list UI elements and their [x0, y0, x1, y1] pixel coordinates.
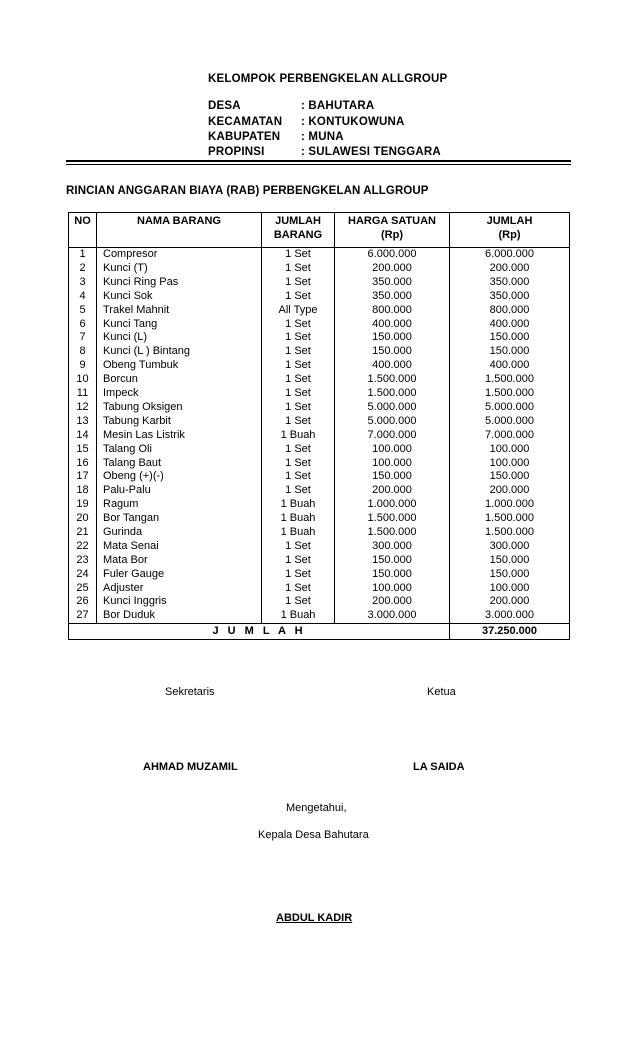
- cell-no: 25: [69, 581, 97, 595]
- cell-jumlah-rp: 150.000: [450, 554, 570, 568]
- sekretaris-role: Sekretaris: [165, 686, 215, 698]
- cell-harga-satuan: 150.000: [335, 567, 450, 581]
- cell-jumlah-rp: 1.500.000: [450, 373, 570, 387]
- cell-jumlah-barang: 1 Set: [262, 276, 335, 290]
- mengetahui-label: Mengetahui,: [286, 802, 347, 814]
- cell-harga-satuan: 200.000: [335, 595, 450, 609]
- cell-nama-barang: Fuler Gauge: [97, 567, 262, 581]
- table-row: [69, 442, 570, 456]
- ketua-name: LA SAIDA: [413, 761, 465, 773]
- cell-no: 2: [69, 262, 97, 276]
- cell-no: 27: [69, 609, 97, 623]
- table-row: [69, 276, 570, 290]
- cell-jumlah-barang: 1 Set: [262, 581, 335, 595]
- table-total-row: [69, 624, 570, 640]
- cell-no: 13: [69, 415, 97, 429]
- header-label: KECAMATAN: [208, 116, 283, 128]
- cell-harga-satuan: 100.000: [335, 456, 450, 470]
- cell-harga-satuan: 6.000.000: [335, 248, 450, 262]
- cell-nama-barang: Adjuster: [97, 581, 262, 595]
- table-row: [69, 248, 570, 262]
- cell-harga-satuan: 1.000.000: [335, 498, 450, 512]
- cell-jumlah-barang: 1 Set: [262, 317, 335, 331]
- cell-no: 9: [69, 359, 97, 373]
- cell-jumlah-rp: 1.500.000: [450, 512, 570, 526]
- table-row: [69, 540, 570, 554]
- cell-no: 3: [69, 276, 97, 290]
- cell-harga-satuan: 1.500.000: [335, 512, 450, 526]
- cell-nama-barang: Kunci (L ) Bintang: [97, 345, 262, 359]
- cell-jumlah-rp: 3.000.000: [450, 609, 570, 623]
- header-row-kabupaten: [208, 131, 344, 143]
- cell-jumlah-barang: 1 Buah: [262, 609, 335, 623]
- cell-harga-satuan: 150.000: [335, 345, 450, 359]
- cell-nama-barang: Trakel Mahnit: [97, 304, 262, 318]
- cell-jumlah-rp: 150.000: [450, 470, 570, 484]
- cell-harga-satuan: 100.000: [335, 442, 450, 456]
- table-row: [69, 304, 570, 318]
- cell-harga-satuan: 350.000: [335, 290, 450, 304]
- cell-jumlah-barang: 1 Buah: [262, 498, 335, 512]
- cell-jumlah-rp: 6.000.000: [450, 248, 570, 262]
- table-row: [69, 359, 570, 373]
- cell-jumlah-barang: 1 Set: [262, 373, 335, 387]
- cell-nama-barang: Mesin Las Listrik: [97, 429, 262, 443]
- cell-no: 24: [69, 567, 97, 581]
- ketua-role: Ketua: [427, 686, 456, 698]
- cell-jumlah-rp: 100.000: [450, 581, 570, 595]
- cell-no: 14: [69, 429, 97, 443]
- cell-jumlah-rp: 200.000: [450, 595, 570, 609]
- cell-no: 19: [69, 498, 97, 512]
- cell-jumlah-barang: 1 Set: [262, 345, 335, 359]
- cell-nama-barang: Ragum: [97, 498, 262, 512]
- header-divider-thin: [66, 164, 571, 165]
- table-row: [69, 554, 570, 568]
- table-row: [69, 317, 570, 331]
- cell-no: 7: [69, 331, 97, 345]
- cell-no: 22: [69, 540, 97, 554]
- cell-harga-satuan: 5.000.000: [335, 415, 450, 429]
- cell-nama-barang: Tabung Karbit: [97, 415, 262, 429]
- cell-jumlah-rp: 5.000.000: [450, 401, 570, 415]
- table-row: [69, 415, 570, 429]
- cell-no: 20: [69, 512, 97, 526]
- cell-jumlah-barang: 1 Set: [262, 415, 335, 429]
- header-divider-thick: [66, 160, 571, 162]
- cell-nama-barang: Mata Bor: [97, 554, 262, 568]
- col-header-no: NO: [69, 213, 97, 248]
- cell-nama-barang: Kunci Sok: [97, 290, 262, 304]
- cell-no: 4: [69, 290, 97, 304]
- kepala-desa-role: Kepala Desa Bahutara: [258, 829, 369, 841]
- table-row: [69, 526, 570, 540]
- cell-nama-barang: Kunci (T): [97, 262, 262, 276]
- cell-jumlah-rp: 150.000: [450, 345, 570, 359]
- cell-jumlah-rp: 100.000: [450, 442, 570, 456]
- cell-jumlah-rp: 200.000: [450, 262, 570, 276]
- cell-jumlah-barang: 1 Set: [262, 484, 335, 498]
- kepala-desa-name: ABDUL KADIR: [276, 912, 353, 924]
- cell-no: 26: [69, 595, 97, 609]
- cell-nama-barang: Kunci Tang: [97, 317, 262, 331]
- cell-nama-barang: Impeck: [97, 387, 262, 401]
- header-value: : SULAWESI TENGGARA: [301, 146, 441, 158]
- table-row: [69, 401, 570, 415]
- cell-jumlah-rp: 200.000: [450, 484, 570, 498]
- cell-jumlah-barang: 1 Set: [262, 401, 335, 415]
- cell-no: 12: [69, 401, 97, 415]
- cell-jumlah-barang: 1 Set: [262, 456, 335, 470]
- cell-no: 10: [69, 373, 97, 387]
- header-label: KABUPATEN: [208, 131, 281, 143]
- cell-harga-satuan: 150.000: [335, 331, 450, 345]
- cell-harga-satuan: 800.000: [335, 304, 450, 318]
- cell-nama-barang: Talang Baut: [97, 456, 262, 470]
- table-row: [69, 262, 570, 276]
- cell-harga-satuan: 1.500.000: [335, 526, 450, 540]
- header-row-desa: [208, 100, 374, 112]
- cell-nama-barang: Palu-Palu: [97, 484, 262, 498]
- cell-harga-satuan: 150.000: [335, 554, 450, 568]
- cell-jumlah-rp: 800.000: [450, 304, 570, 318]
- table-row: [69, 595, 570, 609]
- cell-nama-barang: Talang Oli: [97, 442, 262, 456]
- header-label: DESA: [208, 100, 241, 112]
- cell-no: 8: [69, 345, 97, 359]
- cell-harga-satuan: 200.000: [335, 262, 450, 276]
- cell-harga-satuan: 300.000: [335, 540, 450, 554]
- cell-jumlah-barang: 1 Set: [262, 248, 335, 262]
- col-header-nama: NAMA BARANG: [97, 213, 262, 248]
- cell-nama-barang: Obeng (+)(-): [97, 470, 262, 484]
- cell-jumlah-rp: 7.000.000: [450, 429, 570, 443]
- table-row: [69, 512, 570, 526]
- cell-jumlah-barang: 1 Set: [262, 540, 335, 554]
- table-row: [69, 470, 570, 484]
- cell-nama-barang: Tabung Oksigen: [97, 401, 262, 415]
- cell-jumlah-rp: 1.000.000: [450, 498, 570, 512]
- table-row: [69, 345, 570, 359]
- cell-harga-satuan: 1.500.000: [335, 387, 450, 401]
- cell-no: 21: [69, 526, 97, 540]
- cell-nama-barang: Bor Duduk: [97, 609, 262, 623]
- cell-jumlah-barang: 1 Set: [262, 262, 335, 276]
- cell-no: 11: [69, 387, 97, 401]
- table-row: [69, 331, 570, 345]
- cell-harga-satuan: 150.000: [335, 470, 450, 484]
- cell-no: 16: [69, 456, 97, 470]
- cell-nama-barang: Mata Senai: [97, 540, 262, 554]
- header-row-kecamatan: [208, 116, 405, 128]
- cell-jumlah-barang: 1 Set: [262, 359, 335, 373]
- rab-table: [68, 212, 570, 640]
- section-title: RINCIAN ANGGARAN BIAYA (RAB) PERBENGKELAN ALLGROUP: [66, 185, 429, 197]
- cell-nama-barang: Borcun: [97, 373, 262, 387]
- cell-jumlah-rp: 150.000: [450, 567, 570, 581]
- cell-jumlah-rp: 400.000: [450, 317, 570, 331]
- cell-jumlah-barang: 1 Buah: [262, 526, 335, 540]
- cell-nama-barang: Compresor: [97, 248, 262, 262]
- cell-harga-satuan: 3.000.000: [335, 609, 450, 623]
- cell-jumlah-barang: 1 Set: [262, 331, 335, 345]
- cell-harga-satuan: 1.500.000: [335, 373, 450, 387]
- cell-harga-satuan: 7.000.000: [335, 429, 450, 443]
- table-row: [69, 456, 570, 470]
- table-row: [69, 429, 570, 443]
- cell-harga-satuan: 100.000: [335, 581, 450, 595]
- cell-jumlah-barang: 1 Set: [262, 554, 335, 568]
- cell-jumlah-barang: 1 Set: [262, 595, 335, 609]
- table-row: [69, 484, 570, 498]
- cell-no: 1: [69, 248, 97, 262]
- cell-no: 17: [69, 470, 97, 484]
- cell-jumlah-barang: 1 Buah: [262, 512, 335, 526]
- table-row: [69, 387, 570, 401]
- col-header-jumlah-rp: JUMLAH (Rp): [450, 213, 570, 248]
- cell-jumlah-barang: 1 Set: [262, 442, 335, 456]
- total-value: 37.250.000: [450, 624, 570, 640]
- cell-jumlah-rp: 350.000: [450, 276, 570, 290]
- cell-jumlah-rp: 1.500.000: [450, 387, 570, 401]
- cell-harga-satuan: 5.000.000: [335, 401, 450, 415]
- table-header-row: [69, 213, 570, 248]
- header-row-propinsi: [208, 146, 441, 158]
- document-title: KELOMPOK PERBENGKELAN ALLGROUP: [208, 73, 448, 85]
- sekretaris-name: AHMAD MUZAMIL: [143, 761, 238, 773]
- cell-harga-satuan: 400.000: [335, 359, 450, 373]
- cell-nama-barang: Kunci (L): [97, 331, 262, 345]
- cell-harga-satuan: 400.000: [335, 317, 450, 331]
- cell-jumlah-barang: 1 Set: [262, 470, 335, 484]
- table-row: [69, 609, 570, 623]
- header-value: : BAHUTARA: [301, 100, 375, 112]
- col-header-harga-satuan: HARGA SATUAN (Rp): [335, 213, 450, 248]
- cell-jumlah-rp: 400.000: [450, 359, 570, 373]
- cell-nama-barang: Obeng Tumbuk: [97, 359, 262, 373]
- table-row: [69, 567, 570, 581]
- table-row: [69, 498, 570, 512]
- cell-no: 6: [69, 317, 97, 331]
- table-row: [69, 290, 570, 304]
- cell-jumlah-barang: 1 Set: [262, 387, 335, 401]
- cell-no: 15: [69, 442, 97, 456]
- cell-nama-barang: Bor Tangan: [97, 512, 262, 526]
- cell-jumlah-barang: 1 Set: [262, 290, 335, 304]
- cell-jumlah-rp: 150.000: [450, 331, 570, 345]
- cell-no: 5: [69, 304, 97, 318]
- cell-jumlah-barang: All Type: [262, 304, 335, 318]
- cell-harga-satuan: 200.000: [335, 484, 450, 498]
- header-value: : MUNA: [301, 131, 344, 143]
- cell-no: 18: [69, 484, 97, 498]
- total-label: J U M L A H: [69, 624, 450, 640]
- header-value: : KONTUKOWUNA: [301, 116, 405, 128]
- cell-jumlah-rp: 1.500.000: [450, 526, 570, 540]
- cell-jumlah-rp: 350.000: [450, 290, 570, 304]
- cell-nama-barang: Kunci Ring Pas: [97, 276, 262, 290]
- cell-no: 23: [69, 554, 97, 568]
- cell-jumlah-barang: 1 Set: [262, 567, 335, 581]
- cell-nama-barang: Kunci Inggris: [97, 595, 262, 609]
- cell-jumlah-rp: 300.000: [450, 540, 570, 554]
- cell-harga-satuan: 350.000: [335, 276, 450, 290]
- cell-jumlah-rp: 5.000.000: [450, 415, 570, 429]
- col-header-jumlah-barang: JUMLAH BARANG: [262, 213, 335, 248]
- table-row: [69, 581, 570, 595]
- cell-jumlah-barang: 1 Buah: [262, 429, 335, 443]
- cell-nama-barang: Gurinda: [97, 526, 262, 540]
- header-label: PROPINSI: [208, 146, 265, 158]
- cell-jumlah-rp: 100.000: [450, 456, 570, 470]
- table-row: [69, 373, 570, 387]
